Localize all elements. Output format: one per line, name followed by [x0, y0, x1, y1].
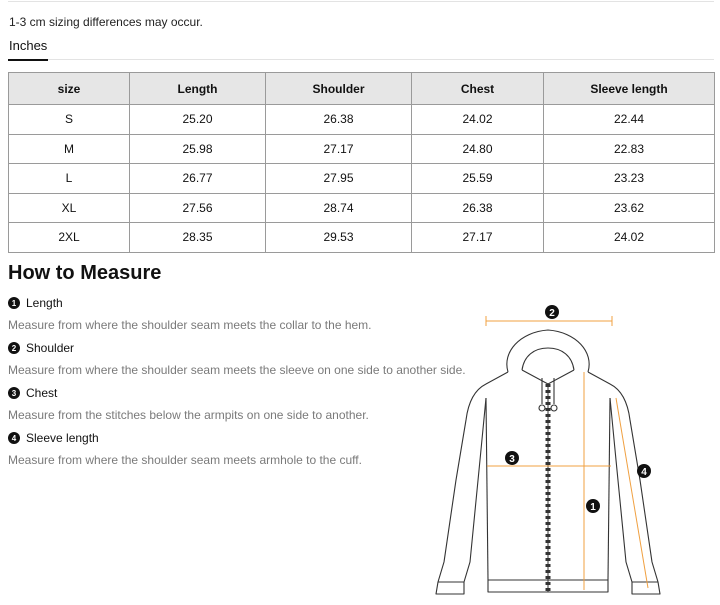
table-cell: 2XL — [9, 223, 130, 253]
table-cell: XL — [9, 193, 130, 223]
measure-item-chest — [8, 386, 369, 422]
table-cell: 25.20 — [130, 105, 266, 135]
diagram-label-4: 4 — [641, 467, 647, 478]
table-cell: M — [9, 134, 130, 164]
measure-label: Chest — [26, 386, 58, 400]
table-cell: 25.59 — [412, 164, 544, 194]
table-cell: 27.95 — [266, 164, 412, 194]
table-cell: 29.53 — [266, 223, 412, 253]
diagram-badge-2 — [545, 305, 559, 319]
table-cell: 26.38 — [266, 105, 412, 135]
measure-item-sleeve-length — [8, 431, 362, 467]
table-cell: 27.17 — [412, 223, 544, 253]
table-cell: 25.98 — [130, 134, 266, 164]
table-cell: 23.62 — [544, 193, 715, 223]
number-badge-1: 1 — [8, 297, 20, 309]
diagram-label-3: 3 — [509, 454, 515, 465]
header-size: size — [9, 73, 130, 105]
diagram-label-2: 2 — [549, 308, 555, 319]
table-header-row — [9, 73, 715, 105]
table-cell: 26.77 — [130, 164, 266, 194]
table-cell: 24.02 — [544, 223, 715, 253]
diagram-label-1: 1 — [590, 502, 596, 513]
diagram-badge-3 — [505, 451, 519, 465]
tab-inches[interactable]: Inches — [9, 38, 47, 60]
table-cell: 27.56 — [130, 193, 266, 223]
table-cell: 28.35 — [130, 223, 266, 253]
table-row — [9, 193, 715, 223]
measure-item-length — [8, 296, 372, 332]
table-cell: 24.80 — [412, 134, 544, 164]
table-cell: S — [9, 105, 130, 135]
header-shoulder: Shoulder — [266, 73, 412, 105]
size-chart-table — [8, 72, 715, 253]
table-cell: 22.83 — [544, 134, 715, 164]
number-badge-4: 4 — [8, 432, 20, 444]
table-row — [9, 223, 715, 253]
top-divider — [8, 1, 714, 2]
number-badge-2: 2 — [8, 342, 20, 354]
diagram-badge-4 — [637, 464, 651, 478]
measure-description: Measure from where the shoulder seam meets the sleeve on one side to another side. — [8, 363, 466, 377]
measure-label: Sleeve length — [26, 431, 99, 445]
header-length: Length — [130, 73, 266, 105]
header-chest: Chest — [412, 73, 544, 105]
sleeve-measure-line — [616, 398, 648, 588]
how-to-measure-title: How to Measure — [8, 262, 162, 284]
diagram-badges — [505, 305, 651, 513]
measure-description: Measure from where the shoulder seam meets armhole to the cuff. — [8, 453, 362, 467]
table-cell: 22.44 — [544, 105, 715, 135]
diagram-badge-1 — [586, 499, 600, 513]
measure-label: Shoulder — [26, 341, 75, 355]
table-cell: L — [9, 164, 130, 194]
table-row — [9, 164, 715, 194]
unit-tabs — [8, 38, 714, 60]
table-row — [9, 134, 715, 164]
measure-description: Measure from the stitches below the armpits on one side to another. — [8, 408, 369, 422]
table-row — [9, 105, 715, 135]
table-cell: 28.74 — [266, 193, 412, 223]
measure-description: Measure from where the shoulder seam meets the collar to the hem. — [8, 318, 372, 332]
hoodie-measurement-diagram — [430, 300, 670, 600]
header-sleeve-length: Sleeve length — [544, 73, 715, 105]
measure-label: Length — [26, 296, 63, 310]
number-badge-3: 3 — [8, 387, 20, 399]
table-cell: 26.38 — [412, 193, 544, 223]
sizing-note: 1-3 cm sizing differences may occur. — [9, 15, 203, 29]
measure-item-shoulder — [8, 341, 466, 377]
table-cell: 27.17 — [266, 134, 412, 164]
table-cell: 23.23 — [544, 164, 715, 194]
table-cell: 24.02 — [412, 105, 544, 135]
